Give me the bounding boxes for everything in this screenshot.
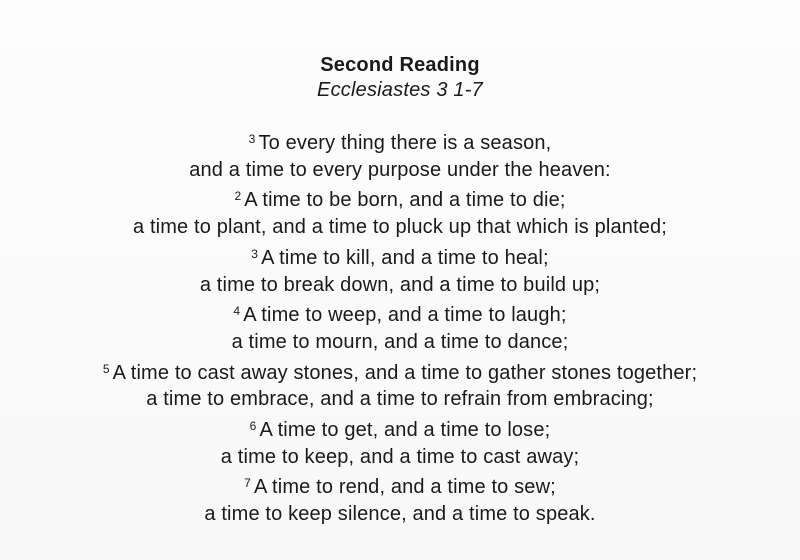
verse-number: 7 bbox=[244, 476, 251, 491]
verse-line bbox=[0, 272, 800, 299]
verse-text: a time to plant, and a time to pluck up that which is planted; bbox=[132, 216, 668, 239]
verse-line bbox=[0, 214, 800, 241]
reading-card bbox=[0, 52, 800, 528]
verse-text: a time to break down, and a time to build up; bbox=[199, 273, 601, 296]
verse-text: A time to be born, and a time to die; bbox=[244, 189, 566, 212]
verse-text: A time to cast away stones, and a time to gather stones together; bbox=[112, 361, 698, 384]
verse-text: a time to embrace, and a time to refrain from embracing; bbox=[146, 388, 654, 411]
verse-line bbox=[0, 329, 800, 356]
verse-text: A time to get, and a time to lose; bbox=[259, 419, 551, 442]
verse-number: 3 bbox=[251, 246, 259, 261]
verse-block bbox=[0, 126, 800, 528]
verse-line bbox=[0, 356, 800, 387]
verse-text: To every thing there is a season, bbox=[258, 132, 552, 154]
verse-text: A time to weep, and a time to laugh; bbox=[243, 304, 567, 327]
scripture-reference: Ecclesiastes 3 1-7 bbox=[317, 79, 483, 101]
verse-number: 6 bbox=[249, 419, 257, 434]
verse-line bbox=[0, 241, 800, 272]
verse-line bbox=[0, 183, 800, 214]
verse-number: 3 bbox=[248, 132, 256, 146]
verse-line bbox=[0, 298, 800, 329]
verse-number: 4 bbox=[233, 304, 241, 319]
verse-text: a time to keep silence, and a time to speak. bbox=[204, 503, 596, 526]
verse-line bbox=[0, 501, 800, 528]
verse-text: a time to mourn, and a time to dance; bbox=[231, 330, 569, 353]
verse-line bbox=[0, 157, 800, 184]
verse-text: a time to keep, and a time to cast away; bbox=[220, 445, 580, 468]
verse-text: and a time to every purpose under the heaven: bbox=[189, 158, 611, 181]
verse-line bbox=[0, 470, 800, 501]
verse-line bbox=[0, 386, 800, 413]
verse-line bbox=[0, 126, 800, 157]
reading-title: Second Reading bbox=[320, 54, 480, 76]
verse-text: A time to kill, and a time to heal; bbox=[261, 246, 549, 269]
verse-line bbox=[0, 444, 800, 471]
verse-number: 5 bbox=[102, 361, 110, 376]
verse-line bbox=[0, 413, 800, 444]
verse-text: A time to rend, and a time to sew; bbox=[253, 476, 556, 499]
verse-number: 2 bbox=[234, 189, 242, 204]
